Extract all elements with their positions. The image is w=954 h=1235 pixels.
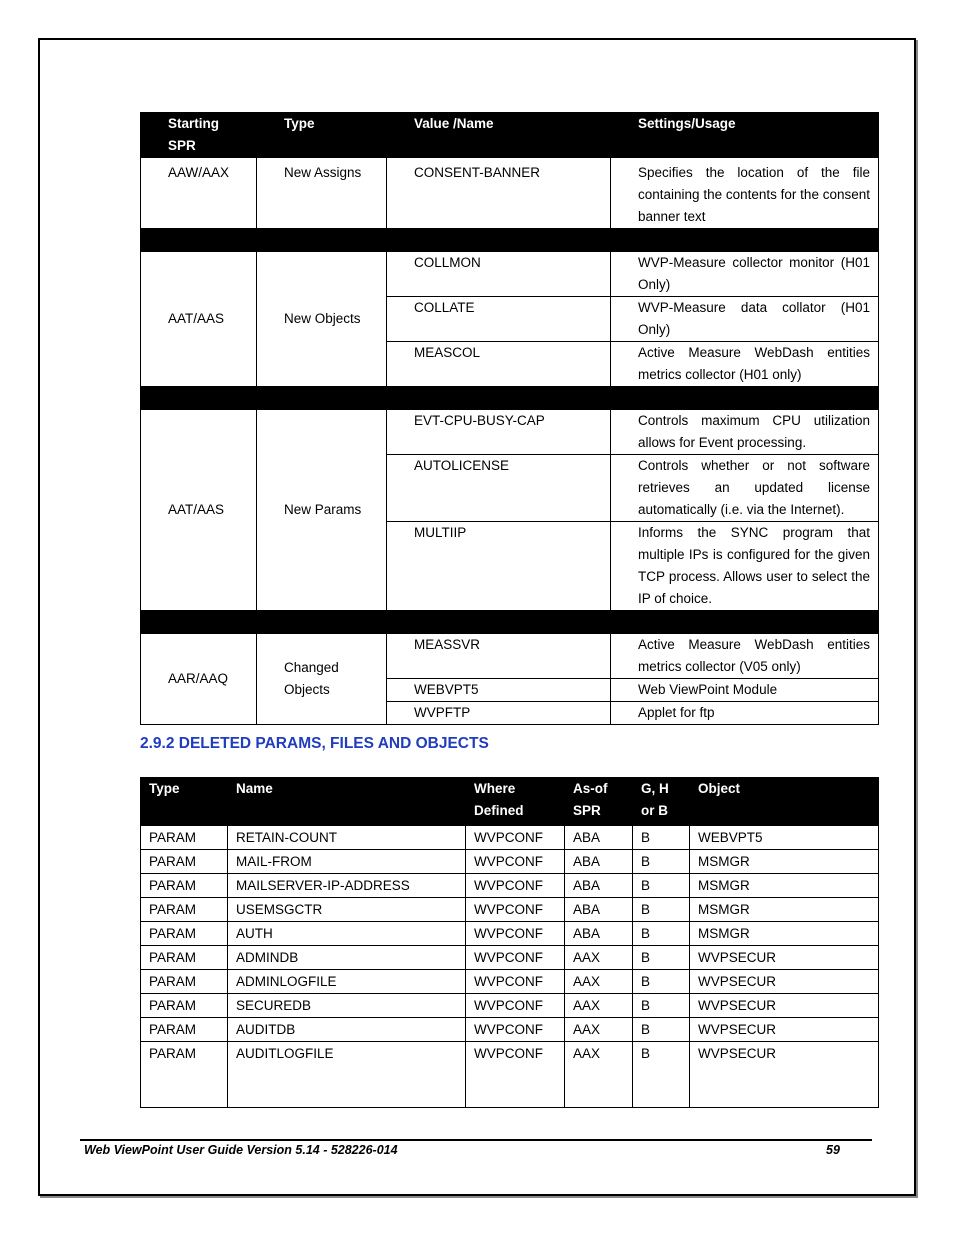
name-cell: AUDITLOGFILE xyxy=(228,1042,466,1108)
usage-cell: Active Measure WebDash entities metrics collector (V05 only) xyxy=(611,634,879,679)
ghb-cell: B xyxy=(633,922,690,946)
ghb-cell: B xyxy=(633,850,690,874)
footer-title: Web ViewPoint User Guide Version 5.14 - 528226-014 xyxy=(84,1143,398,1157)
header-ghb: G, H or B xyxy=(633,778,690,826)
table-row xyxy=(141,158,879,229)
table-row xyxy=(141,874,879,898)
type-cell: PARAM xyxy=(141,970,228,994)
table-row xyxy=(141,946,879,970)
object-cell: WVPSECUR xyxy=(690,1018,879,1042)
as-of-spr-cell: AAX xyxy=(565,994,633,1018)
usage-cell: Controls whether or not software retrieves an updated license automatically (i.e. via the Internet). xyxy=(611,455,879,522)
where-defined-cell: WVPCONF xyxy=(466,850,565,874)
usage-cell: Applet for ftp xyxy=(611,702,879,725)
usage-cell: Controls maximum CPU utilization allows for Event processing. xyxy=(611,410,879,455)
name-cell: CONSENT-BANNER xyxy=(387,158,611,229)
name-cell: AUTH xyxy=(228,922,466,946)
table-header-row xyxy=(141,113,879,158)
type-cell: Changed Objects xyxy=(257,634,387,725)
usage-cell: WVP-Measure collector monitor (H01 Only) xyxy=(611,252,879,297)
name-cell: COLLATE xyxy=(387,297,611,342)
type-cell: New Assigns xyxy=(257,158,387,229)
name-cell: RETAIN-COUNT xyxy=(228,826,466,850)
type-cell: PARAM xyxy=(141,1042,228,1108)
footer-rule xyxy=(80,1139,872,1141)
usage-cell: WVP-Measure data collator (H01 Only) xyxy=(611,297,879,342)
type-cell: PARAM xyxy=(141,826,228,850)
header-type: Type xyxy=(257,113,387,158)
as-of-spr-cell: ABA xyxy=(565,826,633,850)
group-separator xyxy=(141,387,879,410)
header-object: Object xyxy=(690,778,879,826)
header-type: Type xyxy=(141,778,228,826)
table-row xyxy=(141,252,879,297)
where-defined-cell: WVPCONF xyxy=(466,970,565,994)
ghb-cell: B xyxy=(633,1042,690,1108)
as-of-spr-cell: AAX xyxy=(565,970,633,994)
as-of-spr-cell: ABA xyxy=(565,874,633,898)
where-defined-cell: WVPCONF xyxy=(466,1018,565,1042)
as-of-spr-cell: AAX xyxy=(565,1042,633,1108)
table-row xyxy=(141,410,879,455)
table-row xyxy=(141,994,879,1018)
table-row xyxy=(141,1042,879,1108)
where-defined-cell: WVPCONF xyxy=(466,1042,565,1108)
type-cell: PARAM xyxy=(141,898,228,922)
ghb-cell: B xyxy=(633,826,690,850)
usage-cell: Informs the SYNC program that multiple IPs is configured for the given TCP process. Allows user to select the IP of choice. xyxy=(611,522,879,611)
name-cell: WVPFTP xyxy=(387,702,611,725)
table-row xyxy=(141,850,879,874)
spr-cell: AAT/AAS xyxy=(141,252,257,387)
ghb-cell: B xyxy=(633,874,690,898)
new-items-table xyxy=(140,112,879,725)
table-row xyxy=(141,922,879,946)
ghb-cell: B xyxy=(633,898,690,922)
type-cell: New Params xyxy=(257,410,387,611)
header-settings-usage: Settings/Usage xyxy=(611,113,879,158)
type-cell: PARAM xyxy=(141,946,228,970)
ghb-cell: B xyxy=(633,970,690,994)
table-row xyxy=(141,634,879,679)
as-of-spr-cell: AAX xyxy=(565,946,633,970)
spr-cell: AAR/AAQ xyxy=(141,634,257,725)
header-name: Name xyxy=(228,778,466,826)
object-cell: WEBVPT5 xyxy=(690,826,879,850)
header-starting-spr: Starting SPR xyxy=(141,113,257,158)
object-cell: WVPSECUR xyxy=(690,1042,879,1108)
type-cell: New Objects xyxy=(257,252,387,387)
usage-cell: Web ViewPoint Module xyxy=(611,679,879,702)
deleted-items-table xyxy=(140,777,879,1108)
ghb-cell: B xyxy=(633,1018,690,1042)
where-defined-cell: WVPCONF xyxy=(466,898,565,922)
type-cell: PARAM xyxy=(141,994,228,1018)
as-of-spr-cell: ABA xyxy=(565,850,633,874)
where-defined-cell: WVPCONF xyxy=(466,994,565,1018)
where-defined-cell: WVPCONF xyxy=(466,826,565,850)
group-separator xyxy=(141,611,879,634)
usage-cell: Active Measure WebDash entities metrics collector (H01 only) xyxy=(611,342,879,387)
page-number: 59 xyxy=(826,1143,840,1157)
where-defined-cell: WVPCONF xyxy=(466,874,565,898)
name-cell: MAIL-FROM xyxy=(228,850,466,874)
name-cell: COLLMON xyxy=(387,252,611,297)
name-cell: AUDITDB xyxy=(228,1018,466,1042)
usage-cell: Specifies the location of the file containing the contents for the consent banner text xyxy=(611,158,879,229)
header-as-of-spr: As-of SPR xyxy=(565,778,633,826)
name-cell: AUTOLICENSE xyxy=(387,455,611,522)
spr-cell: AAW/AAX xyxy=(141,158,257,229)
name-cell: MAILSERVER-IP-ADDRESS xyxy=(228,874,466,898)
name-cell: SECUREDB xyxy=(228,994,466,1018)
table-row xyxy=(141,898,879,922)
type-cell: PARAM xyxy=(141,850,228,874)
spr-cell: AAT/AAS xyxy=(141,410,257,611)
table-row xyxy=(141,1018,879,1042)
object-cell: MSMGR xyxy=(690,874,879,898)
as-of-spr-cell: ABA xyxy=(565,922,633,946)
object-cell: MSMGR xyxy=(690,898,879,922)
section-heading: 2.9.2 DELETED PARAMS, FILES AND OBJECTS xyxy=(140,735,489,752)
name-cell: ADMINLOGFILE xyxy=(228,970,466,994)
as-of-spr-cell: ABA xyxy=(565,898,633,922)
object-cell: MSMGR xyxy=(690,922,879,946)
type-cell: PARAM xyxy=(141,922,228,946)
object-cell: MSMGR xyxy=(690,850,879,874)
table-header-row xyxy=(141,778,879,826)
where-defined-cell: WVPCONF xyxy=(466,946,565,970)
name-cell: EVT-CPU-BUSY-CAP xyxy=(387,410,611,455)
table-row xyxy=(141,970,879,994)
ghb-cell: B xyxy=(633,946,690,970)
group-separator xyxy=(141,229,879,252)
object-cell: WVPSECUR xyxy=(690,994,879,1018)
name-cell: USEMSGCTR xyxy=(228,898,466,922)
object-cell: WVPSECUR xyxy=(690,946,879,970)
table-row xyxy=(141,826,879,850)
object-cell: WVPSECUR xyxy=(690,970,879,994)
name-cell: MEASSVR xyxy=(387,634,611,679)
name-cell: WEBVPT5 xyxy=(387,679,611,702)
name-cell: MULTIIP xyxy=(387,522,611,611)
type-cell: PARAM xyxy=(141,874,228,898)
where-defined-cell: WVPCONF xyxy=(466,922,565,946)
ghb-cell: B xyxy=(633,994,690,1018)
as-of-spr-cell: AAX xyxy=(565,1018,633,1042)
header-where-defined: Where Defined xyxy=(466,778,565,826)
type-cell: PARAM xyxy=(141,1018,228,1042)
header-value-name: Value /Name xyxy=(387,113,611,158)
name-cell: ADMINDB xyxy=(228,946,466,970)
name-cell: MEASCOL xyxy=(387,342,611,387)
